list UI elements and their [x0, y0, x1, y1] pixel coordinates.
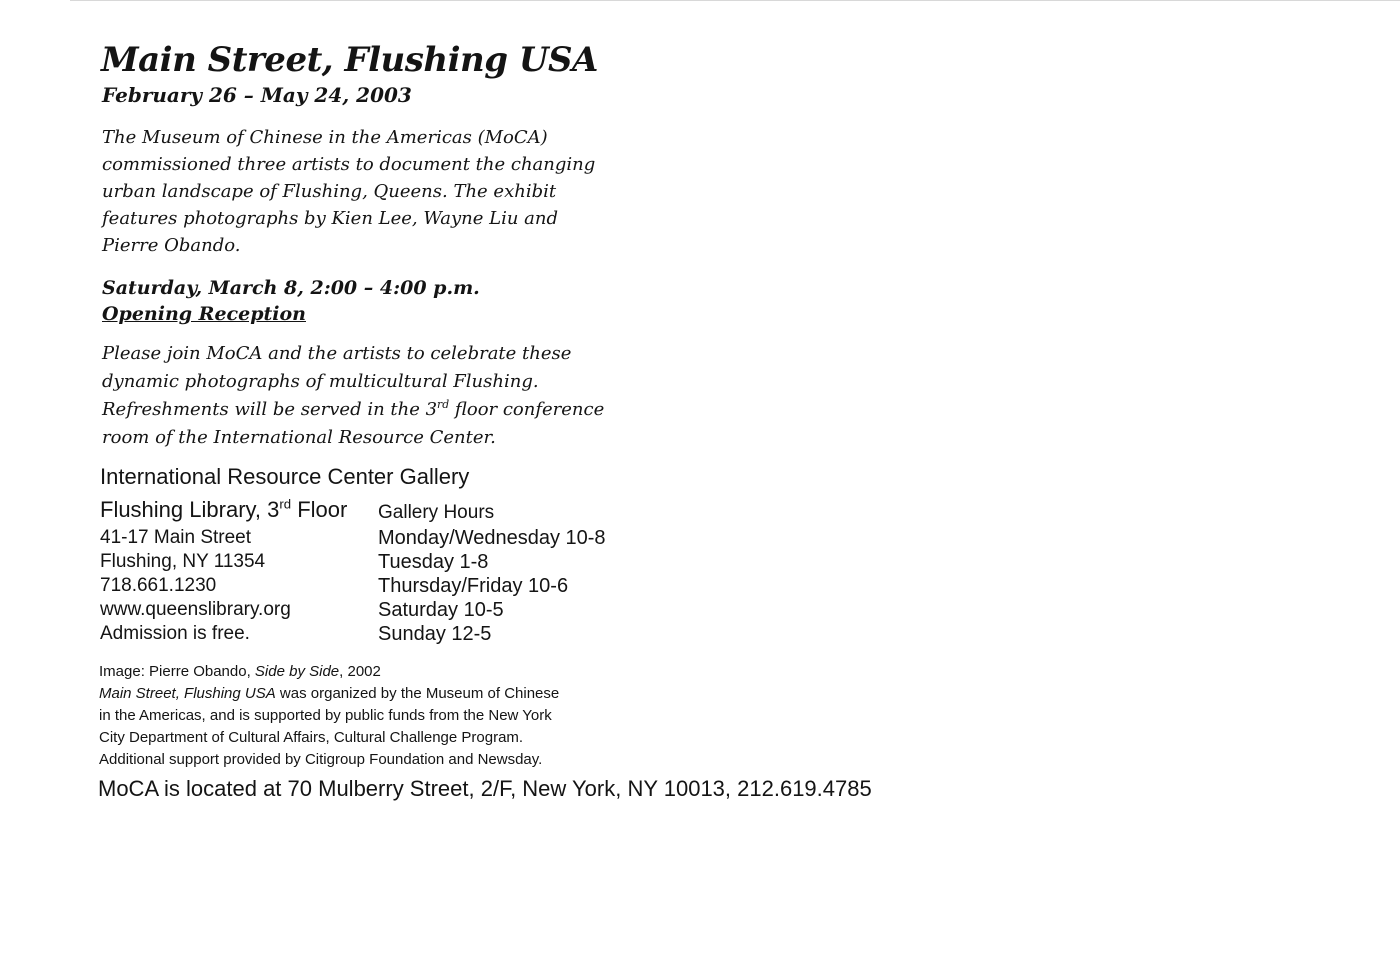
- credit-line: Additional support provided by Citigroup Foundation and Newsday.: [99, 751, 543, 768]
- website-link: www.queenslibrary.org: [100, 599, 291, 620]
- hours-line: Thursday/Friday 10-6: [378, 575, 569, 597]
- address-street: 41-17 Main Street: [100, 527, 252, 548]
- gallery-hours-list: [378, 526, 606, 646]
- reception-description: [102, 340, 642, 452]
- credit-line: in the Americas, and is supported by public funds from the New York: [99, 707, 552, 724]
- ordinal-suffix: rd: [279, 496, 292, 512]
- gallery-name: International Resource Center Gallery: [100, 464, 470, 489]
- exhibit-title-italic: Main Street, Flushing USA: [99, 685, 276, 702]
- description-line: Pierre Obando.: [102, 235, 241, 256]
- venue-address: [100, 526, 291, 646]
- reception-heading: Opening Reception: [102, 303, 306, 325]
- address-city: Flushing, NY 11354: [100, 551, 266, 572]
- reception-line-text: floor conference: [449, 399, 605, 420]
- gallery-hours-heading: Gallery Hours: [378, 502, 495, 523]
- reception-time: Saturday, March 8, 2:00 – 4:00 p.m.: [102, 277, 480, 299]
- library-text: Flushing Library, 3: [100, 497, 280, 522]
- moca-location: MoCA is located at 70 Mulberry Street, 2/F, New York, NY 10013, 212.619.4785: [98, 776, 872, 801]
- library-location: [100, 497, 347, 523]
- reception-line: room of the International Resource Center.: [102, 427, 496, 448]
- ordinal-suffix: rd: [437, 398, 450, 411]
- reception-line: dynamic photographs of multicultural Flushing.: [102, 371, 539, 392]
- library-text: Floor: [291, 497, 348, 522]
- reception-line: [102, 396, 642, 424]
- credit-text: , 2002: [339, 663, 381, 680]
- credits-block: [99, 661, 559, 771]
- exhibit-title: Main Street, Flushing USA: [101, 40, 598, 80]
- hours-line: Monday/Wednesday 10-8: [378, 527, 606, 549]
- credit-text: was organized by the Museum of Chinese: [275, 685, 560, 702]
- hours-line: Saturday 10-5: [378, 599, 504, 621]
- phone-number: 718.661.1230: [100, 575, 217, 596]
- artwork-title: Side by Side: [254, 663, 340, 680]
- description-line: urban landscape of Flushing, Queens. The exhibit: [102, 181, 557, 202]
- credit-text: Image: Pierre Obando,: [99, 663, 255, 680]
- credit-line: City Department of Cultural Affairs, Cultural Challenge Program.: [99, 729, 524, 746]
- image-credit: [99, 661, 559, 683]
- exhibit-description: [102, 124, 622, 259]
- description-line: The Museum of Chinese in the Americas (MoCA): [102, 127, 548, 148]
- card-edge: [70, 0, 1400, 1]
- hours-line: Tuesday 1-8: [378, 551, 489, 573]
- reception-line: Please join MoCA and the artists to celebrate these: [102, 343, 572, 364]
- reception-line-text: Refreshments will be served in the 3: [102, 399, 438, 420]
- hours-line: Sunday 12-5: [378, 623, 492, 645]
- exhibit-dates: February 26 – May 24, 2003: [102, 83, 412, 107]
- admission-note: Admission is free.: [100, 623, 250, 644]
- description-line: features photographs by Kien Lee, Wayne Liu and: [102, 208, 559, 229]
- description-line: commissioned three artists to document the changing: [102, 154, 596, 175]
- organizer-credit: [99, 683, 559, 705]
